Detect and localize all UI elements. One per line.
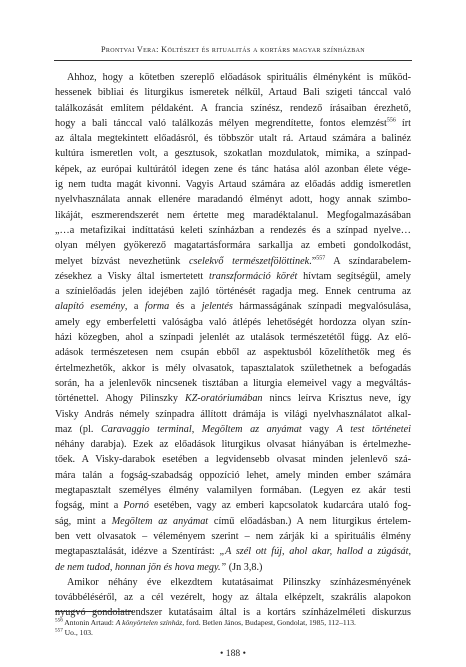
text-line <box>55 391 411 406</box>
text-line <box>55 162 411 177</box>
text-segment: esetében, vagy az emberi kapcsolatok kudarcára utaló fog- <box>148 500 411 512</box>
italic-text: „A szél ott fúj, ahol akar, hallod a zúgását, <box>219 546 412 558</box>
text-segment: megtapasztalt személyes élmény valamilyen formában. (Legyen ez akár testi <box>55 485 411 497</box>
italic-text: Caravaggio terminal <box>100 423 192 435</box>
text-segment: továbbéléséről, az a cél vezérelt, hogy az általa elképzelt, szakrális alapokon <box>55 592 411 604</box>
text-line <box>55 192 411 207</box>
italic-text: forma <box>144 301 170 313</box>
text-segment: hessenek bibliai és liturgikus ismeretek nélkül, Artaud Bali szigeti tánccal való <box>55 87 411 99</box>
text-segment: (Jn 3,8.) <box>226 561 263 573</box>
text-segment: értelmezhetők, akkor is mély olvasatok, tapasztalatok születhetnek a befogadás <box>55 362 411 374</box>
text-line <box>55 254 411 269</box>
text-segment: vagy <box>301 423 337 435</box>
text-line <box>55 299 411 314</box>
text-line <box>55 376 411 391</box>
text-segment: olyan mélyen gyökerező magatartásformára sarkallja az embeti gondolkodást, <box>55 240 411 252</box>
text-line <box>55 70 411 85</box>
text-line <box>55 315 411 330</box>
italic-text: Pornó <box>123 500 149 512</box>
text-segment: néhány darabja). Ezek az előadások liturgikus olvasat hiányában is értelmezhe- <box>55 439 411 451</box>
text-line <box>55 560 411 575</box>
footnote-ref: 557 <box>55 627 63 634</box>
italic-text: transzformáció körét <box>208 270 298 282</box>
text-segment: , ford. Betlen János, Budapest, Gondolat, 1985, 112–113. <box>182 618 356 627</box>
text-segment: nyelvhasználata annak ellenére maradandó élményt adott, hogy annak szimbo- <box>55 194 411 206</box>
italic-text: KZ-oratóriumában <box>184 393 263 405</box>
italic-text: Megöltem az anyámat <box>111 515 209 527</box>
footnote-ref: 556 <box>386 117 396 124</box>
text-segment: és a <box>169 301 202 313</box>
text-segment: .” <box>309 255 317 267</box>
footnote <box>55 618 411 628</box>
text-segment: mára talán a fogság-szabadság oppozíció lehet, amely minden ember számára <box>55 469 411 481</box>
text-segment: ság, mint a <box>55 515 112 527</box>
text-line <box>55 85 411 100</box>
text-segment: fogság, mint a <box>55 500 124 512</box>
text-segment: írt <box>395 117 411 129</box>
text-line <box>55 269 411 284</box>
text-line <box>55 208 411 223</box>
text-segment: ig nem tudta magát kivonni. Vagyis Artaud számára az előadás addig ismeretlen <box>55 179 411 191</box>
text-line <box>55 422 411 437</box>
text-segment: „…a metafizikai indíttatású keleti színházban a rendezés és a színpad nyelve… <box>55 224 411 236</box>
italic-text: alapító esemény <box>55 301 125 313</box>
text-segment: Ahhoz, hogy a kötetben szereplő előadások spirituális élményként is működ- <box>67 72 411 83</box>
text-line <box>55 238 411 253</box>
text-segment: , a <box>124 301 145 313</box>
text-line <box>55 284 411 299</box>
text-segment: nyugvó gondolatrendszer kutatásaim által is a kortárs színházelméleti diskurzus <box>55 607 411 619</box>
footnote-rule <box>55 611 133 612</box>
text-line <box>55 483 411 498</box>
text-segment: megtapasztalását, idézve a Szentírást: <box>55 546 220 558</box>
text-line <box>55 590 411 605</box>
text-segment: adások természetesen nem csupán ebből az aspektusból közelíthetők meg és <box>55 347 411 359</box>
text-segment: zésekhez a Visky által ismertetett <box>55 270 209 282</box>
text-segment: hívtam segítségül, amely <box>297 270 411 282</box>
footnote-ref: 557 <box>316 255 326 262</box>
text-segment: ben vett olvasatok – véleményem szerint – nem zárják ki a spirituális élmény <box>55 530 411 542</box>
text-line <box>55 361 411 376</box>
text-segment: képek, az európai kultúrától idegen zene és tánc hatása alól azonban élete vége- <box>55 163 411 175</box>
text-segment: az általa megtekintett előadásról, és többször utalt rá. Artaud számára a balinéz <box>55 133 411 145</box>
text-line <box>55 529 411 544</box>
text-line <box>55 437 411 452</box>
italic-text: A test történetei <box>336 423 411 435</box>
text-segment: a színielőadás jelen idejében zajló történését ragadja meg. Ennek centruma az <box>55 286 411 298</box>
footnote <box>55 628 411 638</box>
text-segment: Visky András némely színpadra állított drámája is világi nyelvhasználatot alkal- <box>55 408 411 420</box>
text-line <box>55 544 411 559</box>
text-line <box>55 131 411 146</box>
text-segment: Uo., 103. <box>62 628 93 637</box>
text-line <box>55 575 411 590</box>
text-segment: , <box>191 423 202 435</box>
text-segment: melyet bízvást nevezhetünk <box>55 255 190 267</box>
text-segment: maz (pl. <box>55 423 101 435</box>
text-segment: hármasságának színpadi megvalósulása, <box>232 301 411 313</box>
text-segment: kultúra ismeretlen volt, a gesztusok, szokatlan mozdulatok, mimika, a színpad- <box>55 148 411 160</box>
text-line <box>55 116 411 131</box>
text-segment: amely egy emberfeletti valóságba való átlépés lehetőségét hordozza olyan szín- <box>55 316 411 328</box>
footnote-ref: 556 <box>55 617 63 624</box>
text-segment: történettel. Ahogy Pilinszky <box>55 393 185 405</box>
italic-text: A könyörtelen színház <box>115 618 183 627</box>
text-line <box>55 407 411 422</box>
text-segment: tőek. A Visky-darabok esetében a legvidensebb olvasat minden jelenlevő szá- <box>55 454 411 466</box>
text-segment: találkozását említem példaként. A francia színész, rendező írásaiban érezhető, <box>55 102 411 114</box>
text-segment: likáját, eszmerendszerét nem értette meg maradéktalanul. Megfogalmazásában <box>55 209 411 221</box>
text-segment: hogy a bali tánccal való találkozás mélyen megrendítette, fontos elemzést <box>55 117 387 129</box>
text-segment: Antonin Artaud: <box>62 618 116 627</box>
text-line <box>55 468 411 483</box>
text-line <box>55 514 411 529</box>
text-line <box>55 146 411 161</box>
text-line <box>55 345 411 360</box>
text-line <box>55 223 411 238</box>
italic-text: Megöltem az anyámat <box>201 423 302 435</box>
text-line <box>55 498 411 513</box>
italic-text: de nem tudod, honnan jön és hova megy.” <box>55 561 227 573</box>
text-segment: nincs leírva Krisztus neve, így <box>262 393 411 405</box>
text-segment: Amikor néhány éve elkezdtem kutatásaimat Pilinszky színházesményének <box>67 576 411 588</box>
text-segment: A színdarabelem- <box>325 255 411 267</box>
italic-text: jelentés <box>201 301 233 313</box>
header-rule <box>54 60 412 61</box>
text-line <box>55 452 411 467</box>
text-line <box>55 101 411 116</box>
text-segment: során, ha a jelenlevők nincsenek tisztában a liturgia elemeivel vagy a megváltás- <box>55 377 411 389</box>
italic-text: cselekvő természetfölöttinek <box>189 255 310 267</box>
running-header: Prontvai Vera: Költészet és ritualitás a kortárs magyar színházban <box>101 45 365 54</box>
text-line <box>55 330 411 345</box>
text-line <box>55 177 411 192</box>
footnotes <box>55 618 411 638</box>
text-segment: házi közegben, ahol a színpadi jelenlét az utalások természetétől függ. Az elő- <box>55 332 411 344</box>
text-segment: című előadásban.) A nem liturgikus értelem- <box>208 515 411 527</box>
page-number: • 188 • <box>220 648 246 659</box>
